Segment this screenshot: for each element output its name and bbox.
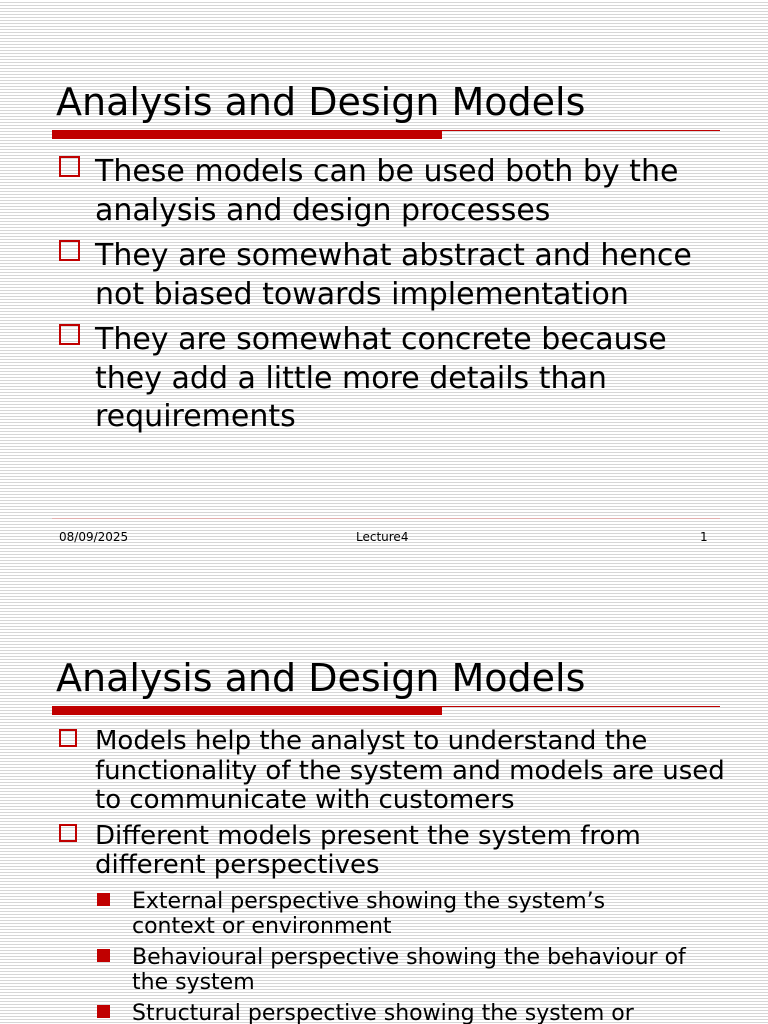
bullet-list bbox=[0, 153, 768, 444]
footer-lecture: Lecture4 bbox=[356, 530, 409, 544]
bullet-text: They are somewhat concrete because they add a little more details than requirements bbox=[95, 322, 667, 434]
sub-bullet-item bbox=[0, 945, 728, 995]
bullet-text: These models can be used both by the analysis and design processes bbox=[95, 154, 679, 228]
sub-bullet-text: External perspective showing the system’s context or environment bbox=[132, 888, 606, 939]
sub-bullet-item bbox=[0, 889, 728, 939]
bullet-text: Different models present the system from different perspectives bbox=[95, 820, 641, 880]
bullet-item bbox=[0, 237, 768, 314]
filled-square-bullet-icon bbox=[97, 949, 110, 962]
footer-page-number: 1 bbox=[700, 530, 708, 544]
sub-bullet-text: Behavioural perspective showing the behaviour of the system bbox=[132, 944, 686, 995]
bullet-item bbox=[0, 321, 768, 437]
sub-bullet-text: Structural perspective showing the system or bbox=[132, 1000, 634, 1024]
filled-square-bullet-icon bbox=[97, 893, 110, 906]
hollow-square-bullet-icon bbox=[59, 156, 80, 177]
footer-date: 08/09/2025 bbox=[59, 530, 129, 544]
hollow-square-bullet-icon bbox=[59, 324, 80, 345]
footer-divider bbox=[52, 518, 720, 519]
bullet-item bbox=[0, 153, 768, 230]
bullet-list bbox=[0, 727, 768, 1024]
filled-square-bullet-icon bbox=[97, 1005, 110, 1018]
title-underline-thick bbox=[52, 707, 442, 715]
title-underline-thick bbox=[52, 131, 442, 139]
sub-bullet-list bbox=[95, 889, 728, 1024]
bullet-text: They are somewhat abstract and hence not biased towards implementation bbox=[95, 238, 692, 312]
bullet-item bbox=[0, 727, 768, 816]
slide-2 bbox=[0, 576, 768, 1024]
hollow-square-bullet-icon bbox=[59, 824, 77, 842]
slide-title: Analysis and Design Models bbox=[56, 656, 586, 700]
bullet-item bbox=[0, 822, 768, 1024]
hollow-square-bullet-icon bbox=[59, 729, 77, 747]
bullet-text: Models help the analyst to understand the functionality of the system and models are used to communicate with customers bbox=[95, 726, 725, 815]
sub-bullet-item bbox=[0, 1001, 728, 1024]
slide-title: Analysis and Design Models bbox=[56, 80, 586, 124]
hollow-square-bullet-icon bbox=[59, 240, 80, 261]
